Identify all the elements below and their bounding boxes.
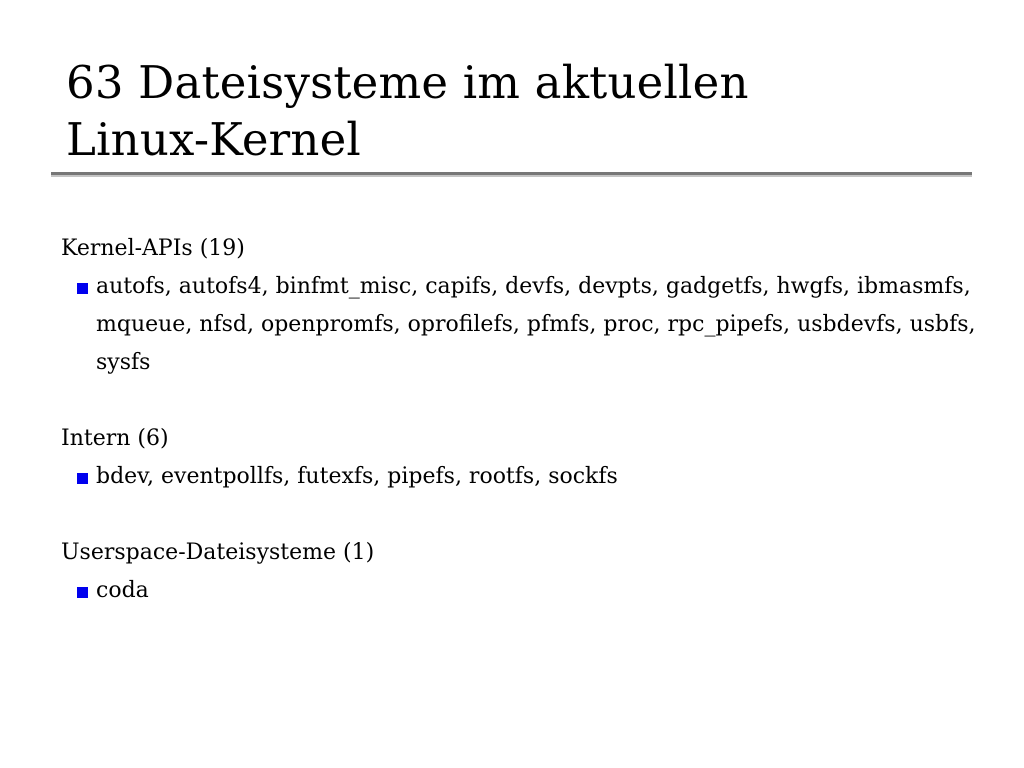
section-heading: Userspace-Dateisysteme (1) bbox=[61, 540, 375, 565]
square-bullet-icon bbox=[77, 283, 88, 294]
slide-title bbox=[66, 54, 966, 168]
title-divider bbox=[51, 172, 972, 177]
bullet-text: autofs, autofs4, binfmt_misc, capifs, devfs, devpts, gadgetfs, hwgfs, ibmasmfs, mqueue, nfsd, openpromfs, oprofilefs, pfmfs, proc, rpc_pipefs, usbdevfs, usbfs, sysfs bbox=[96, 274, 976, 375]
section-kernel-apis bbox=[61, 230, 981, 382]
bullet-list bbox=[61, 458, 981, 496]
slide-title-line-2: Linux-Kernel bbox=[66, 113, 361, 166]
slide-title-line-1: 63 Dateisysteme im aktuellen bbox=[66, 56, 749, 109]
square-bullet-icon bbox=[77, 587, 88, 598]
bullet-item bbox=[61, 268, 981, 382]
bullet-list bbox=[61, 572, 981, 610]
bullet-item bbox=[61, 572, 981, 610]
slide-content bbox=[61, 230, 981, 648]
bullet-item bbox=[61, 458, 981, 496]
section-heading: Intern (6) bbox=[61, 426, 169, 451]
section-userspace bbox=[61, 534, 981, 610]
bullet-text: coda bbox=[96, 578, 149, 603]
bullet-list bbox=[61, 268, 981, 382]
square-bullet-icon bbox=[77, 473, 88, 484]
section-intern bbox=[61, 420, 981, 496]
section-heading: Kernel-APIs (19) bbox=[61, 236, 245, 261]
bullet-text: bdev, eventpollfs, futexfs, pipefs, rootfs, sockfs bbox=[96, 464, 618, 489]
